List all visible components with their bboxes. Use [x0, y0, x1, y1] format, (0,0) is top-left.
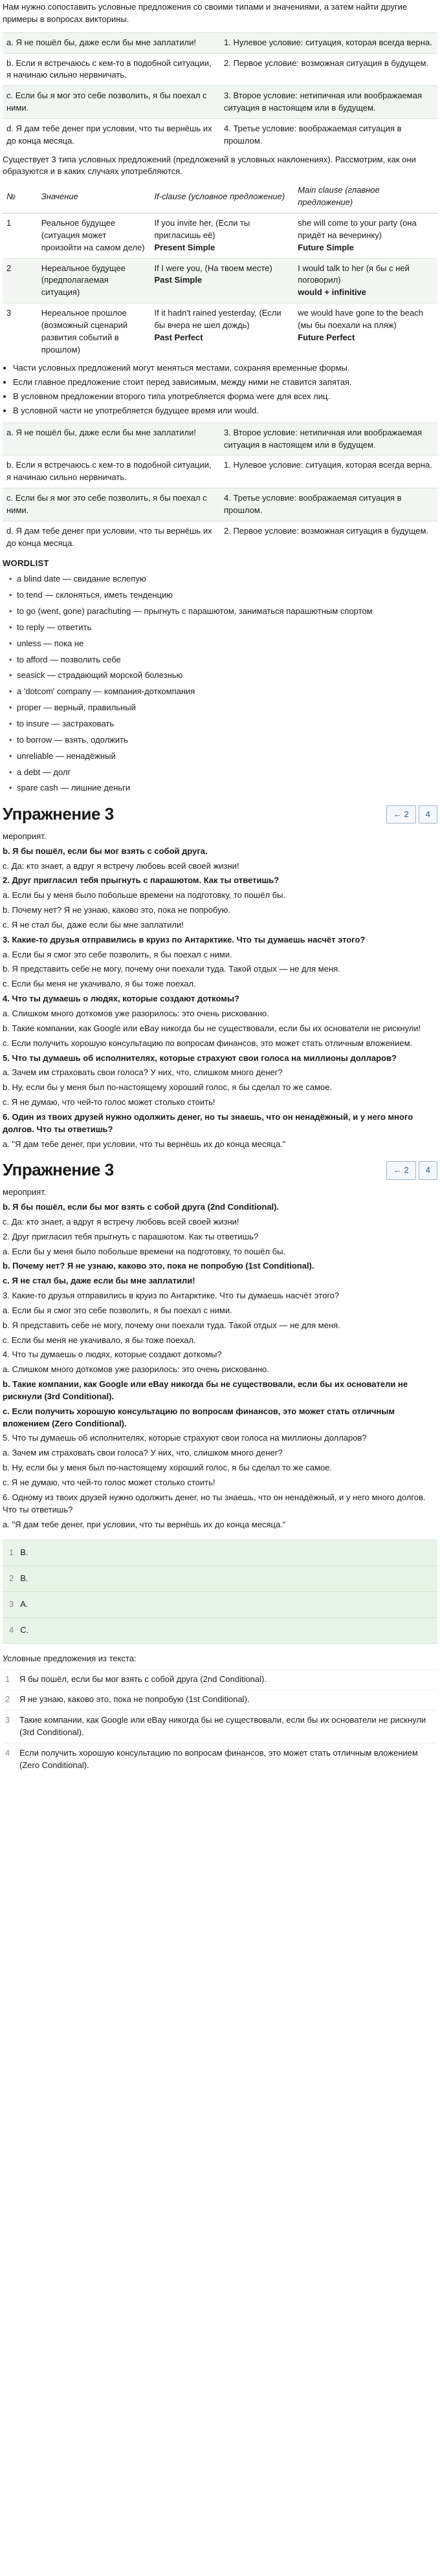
quiz-line: c. Да: кто знает, а вдруг я встречу любовь всей своей жизни!	[3, 860, 239, 871]
main-clause-text: she will come to your party (она придёт на вечеринку)	[298, 217, 417, 240]
meaning-cell: Нереальное прошлое (возможный сценарий развития событий в прошлом)	[38, 303, 151, 360]
match-right: 1. Нулевое условие: ситуация, которая всегда верна.	[220, 32, 437, 53]
table-row	[3, 258, 437, 303]
column-header: №	[3, 180, 38, 213]
table-row	[3, 32, 437, 53]
quiz-line-bold: c. Я не стал бы, даже если бы мне заплатили!	[3, 1276, 195, 1286]
table-row	[3, 521, 437, 553]
table-header-row	[3, 180, 437, 213]
list-item: • В условной части не употребляется будущее время или would.	[13, 405, 437, 417]
quiz-line-bold: b. Почему нет? Я не узнаю, каково это, пока не попробую (1st Conditional).	[3, 1261, 314, 1271]
quiz-line: a. Если бы у меня было побольше времени на подготовку, то пошёл бы.	[3, 1246, 286, 1256]
meaning-cell: Нереальное будущее (предполагаемая ситуация)	[38, 258, 151, 303]
if-clause-text: If it hadn't rained yesterday, (Если бы вчера не шел дождь)	[154, 308, 281, 330]
match-right: 4. Третье условие: воображаемая ситуация в прошлом.	[220, 488, 437, 521]
exercise-header	[3, 1158, 437, 1183]
answer-value: B.	[20, 1547, 28, 1558]
quiz-line: мероприят.	[3, 1187, 47, 1197]
quiz-line-bold: 4. Что ты думаешь о людях, которые создают доткомы?	[3, 994, 239, 1004]
if-clause-cell	[150, 258, 294, 303]
match-right: 1. Нулевое условие: ситуация, которая всегда верна.	[220, 455, 437, 488]
quiz-list-1	[3, 831, 437, 1151]
quiz-line: a. Слишком много доткомов уже разорилось: это очень рискованно.	[3, 1009, 269, 1018]
list-item: • Если главное предложение стоит перед зависимым, между ними не ставится запятая.	[13, 377, 437, 389]
match-right: 3. Второе условие: нетипичная или воображаемая ситуация в настоящем или в будущем.	[220, 86, 437, 119]
quiz-line: b. Я представить себе не могу, почему они поехали туда. Такой отдых — не для меня.	[3, 1320, 340, 1330]
quiz-line: c. Я не думаю, что чей-то голос может столько стоить!	[3, 1478, 215, 1487]
next-page-button[interactable]: 4	[419, 805, 437, 824]
quiz-line-bold: 3. Какие-то друзья отправились в круиз по Антарктике. Что ты думаешь насчёт этого?	[3, 934, 366, 944]
exercise-title: Упражнение 3	[3, 1160, 114, 1180]
types-intro: Существует 3 типа условных предложений (предложений в условных наклонениях). Рассмотрим, как они образуются и в каких случаях употребляются.	[3, 154, 416, 177]
list-item: • a debt — долг	[9, 767, 437, 779]
pager	[386, 1161, 437, 1180]
answer-number: 4	[9, 1624, 14, 1635]
exercise-title: Упражнение 3	[3, 804, 114, 824]
answer-value: C.	[20, 1624, 29, 1635]
sentence-number: 1	[5, 1674, 10, 1684]
quiz-line: b. Ну, если бы у меня был по-настоящему хороший голос, я бы сделал то же самое.	[3, 1463, 333, 1473]
list-item: • to tend — склоняться, иметь тенденцию	[9, 589, 437, 602]
answer-number: 3	[9, 1599, 14, 1610]
match-left: b. Если я встречаюсь с кем-то в подобной ситуации, я начинаю сильно нервничать.	[3, 53, 220, 86]
conditionals-table	[3, 180, 437, 360]
table-row	[3, 118, 437, 151]
answer-row	[3, 1618, 437, 1644]
quiz-line: a. Зачем им страховать свои голоса? У них, что, слишком много денег?	[3, 1448, 283, 1458]
list-item: • to insure — застраховать	[9, 718, 437, 730]
if-clause-text: If you invite her, (Если ты пригласишь её)	[154, 217, 250, 240]
pager	[386, 805, 437, 824]
match-left: c. Если бы я мог это себе позволить, я бы поехал с ними.	[3, 86, 220, 119]
match-left: d. Я дам тебе денег при условии, что ты вернёшь их до конца месяца.	[3, 118, 220, 151]
row-number: 3	[3, 303, 38, 360]
prev-page-button[interactable]: ← 2	[386, 805, 416, 824]
answer-number: 2	[9, 1573, 14, 1584]
list-item: • to go (went, gone) parachuting — прыгнуть с парашютом, заниматься парашютным спортом	[9, 606, 437, 618]
wordlist-title: WORDLIST	[3, 558, 49, 568]
match-left: b. Если я встречаюсь с кем-то в подобной ситуации, я начинаю сильно нервничать.	[3, 455, 220, 488]
match-right: 4. Третье условие: воображаемая ситуация в прошлом.	[220, 118, 437, 151]
quiz-line-bold: 6. Один из твоих друзей нужно одолжить денег, но ты знаешь, что он ненадёжный, и у него много долгов. Что ты ответишь?	[3, 1111, 413, 1134]
quiz-line: 4. Что ты думаешь о людях, которые создают доткомы?	[3, 1349, 222, 1360]
sentence-number: 4	[5, 1747, 10, 1758]
quiz-line: 2. Друг пригласил тебя прыгнуть с парашютом. Как ты ответишь?	[3, 1231, 259, 1241]
quiz-line: b. Такие компании, как Google или eBay никогда бы не существовали, если бы их основатели не рискнули!	[3, 1023, 421, 1033]
quiz-line: 3. Какие-то друзья отправились в круиз по Антарктике. Что ты думаешь насчёт этого?	[3, 1291, 340, 1301]
list-item: • a 'dotcom' company — компания-доткомпания	[9, 686, 437, 698]
match-left: a. Я не пошёл бы, даже если бы мне заплатили!	[3, 32, 220, 53]
if-clause-tense: Past Simple	[154, 275, 203, 285]
table-row	[3, 86, 437, 119]
main-clause-text: we would have gone to the beach (мы бы поехали на пляж)	[298, 308, 423, 330]
sentences-list	[3, 1669, 437, 1776]
quiz-line-bold: b. Я бы пошёл, если бы мог взять с собой друга.	[3, 846, 208, 856]
column-header: If-clause (условное предложение)	[150, 180, 294, 213]
quiz-line: b. Я представить себе не могу, почему они поехали туда. Такой отдых — не для меня.	[3, 964, 340, 974]
quiz-line: a. "Я дам тебе денег, при условии, что ты вернёшь их до конца месяца."	[3, 1139, 286, 1149]
row-number: 2	[3, 258, 38, 303]
answer-value: A.	[20, 1599, 28, 1610]
quiz-line-bold: 2. Друг пригласил тебя прыгнуть с парашютом. Как ты ответишь?	[3, 875, 280, 886]
sentence-text: Такие компании, как Google или eBay никогда бы не существовали, если бы их основатели не рискнули (3rd Conditional).	[19, 1715, 426, 1738]
main-clause-cell	[294, 213, 437, 258]
answers-block	[3, 1540, 437, 1643]
prev-page-button[interactable]: ← 2	[386, 1161, 416, 1180]
match-right: 2. Первое условие: возможная ситуация в будущем.	[220, 521, 437, 553]
main-clause-tense: would + infinitive	[298, 287, 367, 298]
match-right: 2. Первое условие: возможная ситуация в будущем.	[220, 53, 437, 86]
if-clause-text: If I were you, (На твоем месте)	[154, 263, 272, 273]
main-clause-cell	[294, 303, 437, 360]
quiz-line: a. Если бы я смог это себе позволить, я бы поехал с ними.	[3, 1305, 232, 1315]
quiz-line: c. Если бы меня не укачивало, я бы тоже поехал.	[3, 1335, 196, 1345]
quiz-line: a. Если бы у меня было побольше времени на подготовку, то пошёл бы.	[3, 890, 286, 901]
quiz-line-bold: b. Такие компании, как Google или eBay никогда бы не существовали, если бы их основатели не рискнули (3rd Conditional).	[3, 1379, 408, 1401]
table-row	[3, 488, 437, 521]
quiz-line-bold: 5. Что ты думаешь об исполнителях, которые страхуют свои голоса на миллионы долларов?	[3, 1053, 397, 1063]
wordlist	[3, 573, 437, 794]
answer-row	[3, 1592, 437, 1618]
main-clause-text: I would talk to her (я бы с ней поговорил)	[298, 263, 410, 285]
table-row	[3, 303, 437, 360]
answer-number: 1	[9, 1547, 14, 1558]
rules-list	[3, 362, 437, 417]
matching-table-2	[3, 422, 437, 554]
sentence-row	[3, 1669, 437, 1690]
column-header: Значение	[38, 180, 151, 213]
main-clause-cell	[294, 258, 437, 303]
sentence-row	[3, 1743, 437, 1776]
list-item: • to afford — позволить себе	[9, 654, 437, 666]
list-item: • to borrow — взять, одолжить	[9, 734, 437, 747]
sentence-row	[3, 1689, 437, 1710]
sentence-text: Если получить хорошую консультацию по вопросам финансов, это может стать отличным вложением (Zero Conditional).	[19, 1747, 418, 1770]
list-item: • a blind date — свидание вслепую	[9, 573, 437, 585]
match-right: 3. Второе условие: нетипичная или воображаемая ситуация в настоящем или в будущем.	[220, 422, 437, 455]
main-clause-tense: Future Perfect	[298, 332, 355, 342]
column-header: Main clause (главное предложение)	[294, 180, 437, 213]
sentences-title: Условные предложения из текста:	[3, 1653, 137, 1663]
quiz-line-bold: c. Если получить хорошую консультацию по вопросам финансов, это может стать отличным вложением (Zero Conditional).	[3, 1406, 395, 1428]
quiz-line: a. Если бы я смог это себе позволить, я бы поехал с ними.	[3, 949, 232, 959]
quiz-line: c. Да: кто знает, а вдруг я встречу любовь всей своей жизни!	[3, 1216, 239, 1227]
quiz-line-bold: b. Я бы пошёл, если бы мог взять с собой друга (2nd Conditional).	[3, 1201, 280, 1212]
quiz-line: c. Я не думаю, что чей-то голос может столько стоить!	[3, 1097, 215, 1108]
quiz-list-2	[3, 1186, 437, 1531]
if-clause-tense: Present Simple	[154, 242, 215, 252]
quiz-line: b. Почему нет? Я не узнаю, каково это, пока не попробую.	[3, 905, 230, 915]
quiz-line: 6. Одному из твоих друзей нужно одолжить денег, но ты знаешь, что он ненадёжный, и у него много долгов. Что ты ответишь?	[3, 1492, 426, 1514]
match-left: a. Я не пошёл бы, даже если бы мне заплатили!	[3, 422, 220, 455]
table-row	[3, 213, 437, 258]
if-clause-tense: Past Perfect	[154, 332, 203, 342]
quiz-line: 5. Что ты думаешь об исполнителях, которые страхуют свои голоса на миллионы долларов?	[3, 1433, 367, 1443]
matching-table-1	[3, 32, 437, 151]
next-page-button[interactable]: 4	[419, 1161, 437, 1180]
if-clause-cell	[150, 303, 294, 360]
answer-row	[3, 1540, 437, 1566]
list-item: • to reply — ответить	[9, 622, 437, 634]
list-item: • unless — пока не	[9, 638, 437, 650]
row-number: 1	[3, 213, 38, 258]
match-left: c. Если бы я мог это себе позволить, я бы поехал с ними.	[3, 488, 220, 521]
answer-row	[3, 1566, 437, 1592]
list-item: • unreliable — ненадёжный	[9, 750, 437, 763]
quiz-line: a. Зачем им страховать свои голоса? У них, что, слишком много денег?	[3, 1067, 283, 1078]
intro-text: Нам нужно сопоставить условные предложения со своими типами и значениями, а затем найти другие примеры в вопросах викторины.	[3, 2, 408, 24]
sentence-row	[3, 1710, 437, 1743]
quiz-line: a. Слишком много доткомов уже разорилось: это очень рискованно.	[3, 1364, 269, 1375]
exercise-header	[3, 802, 437, 827]
quiz-line: c. Я не стал бы, даже если бы мне заплатили!	[3, 919, 184, 930]
quiz-line: мероприят.	[3, 831, 47, 841]
list-item: • В условном предложении второго типа употребляется форма were для всех лиц.	[13, 391, 437, 403]
match-left: d. Я дам тебе денег при условии, что ты вернёшь их до конца месяца.	[3, 521, 220, 553]
quiz-line: c. Если бы меня не укачивало, я бы тоже поехал.	[3, 979, 196, 989]
sentence-text: Я не узнаю, каково это, пока не попробую (1st Conditional).	[19, 1694, 250, 1705]
table-row	[3, 455, 437, 488]
sentence-text: Я бы пошёл, если бы мог взять с собой друга (2nd Conditional).	[19, 1674, 267, 1684]
sentence-number: 2	[5, 1694, 10, 1705]
quiz-line: b. Ну, если бы у меня был по-настоящему хороший голос, я бы сделал то же самое.	[3, 1082, 333, 1093]
sentence-number: 3	[5, 1715, 10, 1725]
list-item: • Части условных предложений могут меняться местами, сохраняя временные формы.	[13, 362, 437, 375]
answer-value: B.	[20, 1573, 28, 1584]
list-item: • seasick — страдающий морской болезнью	[9, 670, 437, 682]
table-row	[3, 53, 437, 86]
if-clause-cell	[150, 213, 294, 258]
quiz-line: a. "Я дам тебе денег, при условии, что ты вернёшь их до конца месяца."	[3, 1519, 286, 1529]
table-row	[3, 422, 437, 455]
list-item: • proper — верный, правильный	[9, 702, 437, 714]
list-item: • spare cash — лишние деньги	[9, 782, 437, 794]
meaning-cell: Реальное будущее (ситуация может произойти на самом деле)	[38, 213, 151, 258]
quiz-line: c. Если получить хорошую консультацию по вопросам финансов, это может стать отличным вложением.	[3, 1038, 413, 1048]
main-clause-tense: Future Simple	[298, 242, 354, 252]
